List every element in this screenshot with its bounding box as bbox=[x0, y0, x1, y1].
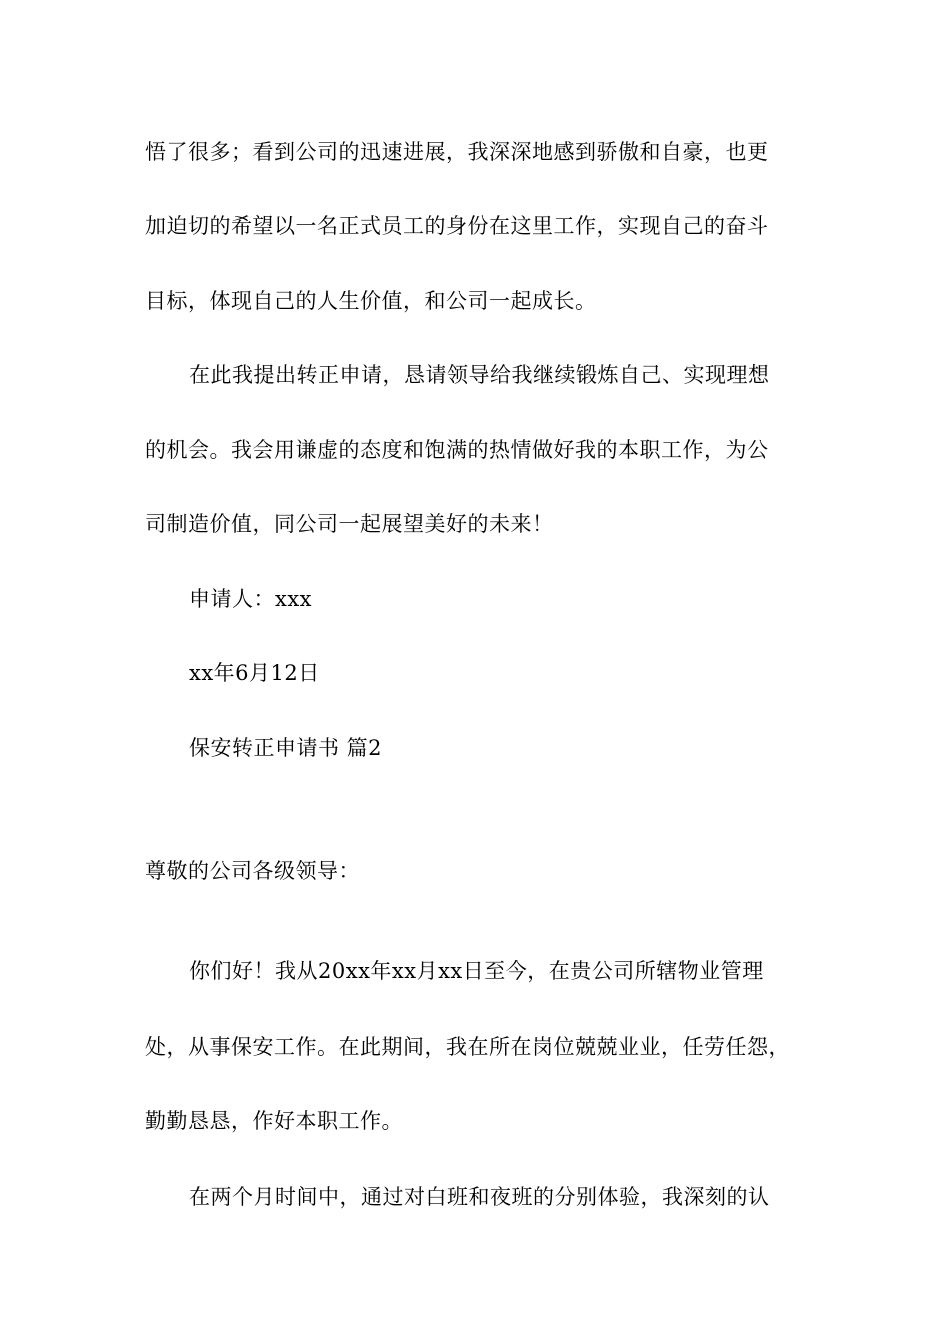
paragraph-line: 目标，体现自己的人生价值，和公司一起成长。 bbox=[145, 289, 597, 313]
paragraph-line: 勤勤恳恳，作好本职工作。 bbox=[145, 1109, 403, 1133]
section-title: 保安转正申请书 篇2 bbox=[189, 736, 383, 760]
paragraph-line: 加迫切的希望以一名正式员工的身份在这里工作，实现自己的奋斗 bbox=[145, 214, 769, 238]
applicant-line: 申请人：xxx bbox=[189, 587, 313, 611]
date-line: xx年6月12日 bbox=[189, 661, 320, 685]
paragraph-line: 你们好！我从20xx年xx月xx日至今，在贵公司所辖物业管理 bbox=[189, 959, 764, 983]
paragraph-line: 处，从事保安工作。在此期间，我在所在岗位兢兢业业，任劳任怨， bbox=[145, 1035, 790, 1059]
paragraph-line: 司制造价值，同公司一起展望美好的未来！ bbox=[145, 512, 554, 536]
paragraph-line: 悟了很多；看到公司的迅速进展，我深深地感到骄傲和自豪，也更 bbox=[145, 140, 769, 164]
paragraph-line: 在此我提出转正申请，恳请领导给我继续锻炼自己、实现理想 bbox=[189, 363, 770, 387]
salutation: 尊敬的公司各级领导： bbox=[145, 859, 360, 883]
paragraph-line: 的机会。我会用谦虚的态度和饱满的热情做好我的本职工作，为公 bbox=[145, 438, 769, 462]
paragraph-line: 在两个月时间中，通过对白班和夜班的分别体验，我深刻的认 bbox=[189, 1185, 770, 1209]
